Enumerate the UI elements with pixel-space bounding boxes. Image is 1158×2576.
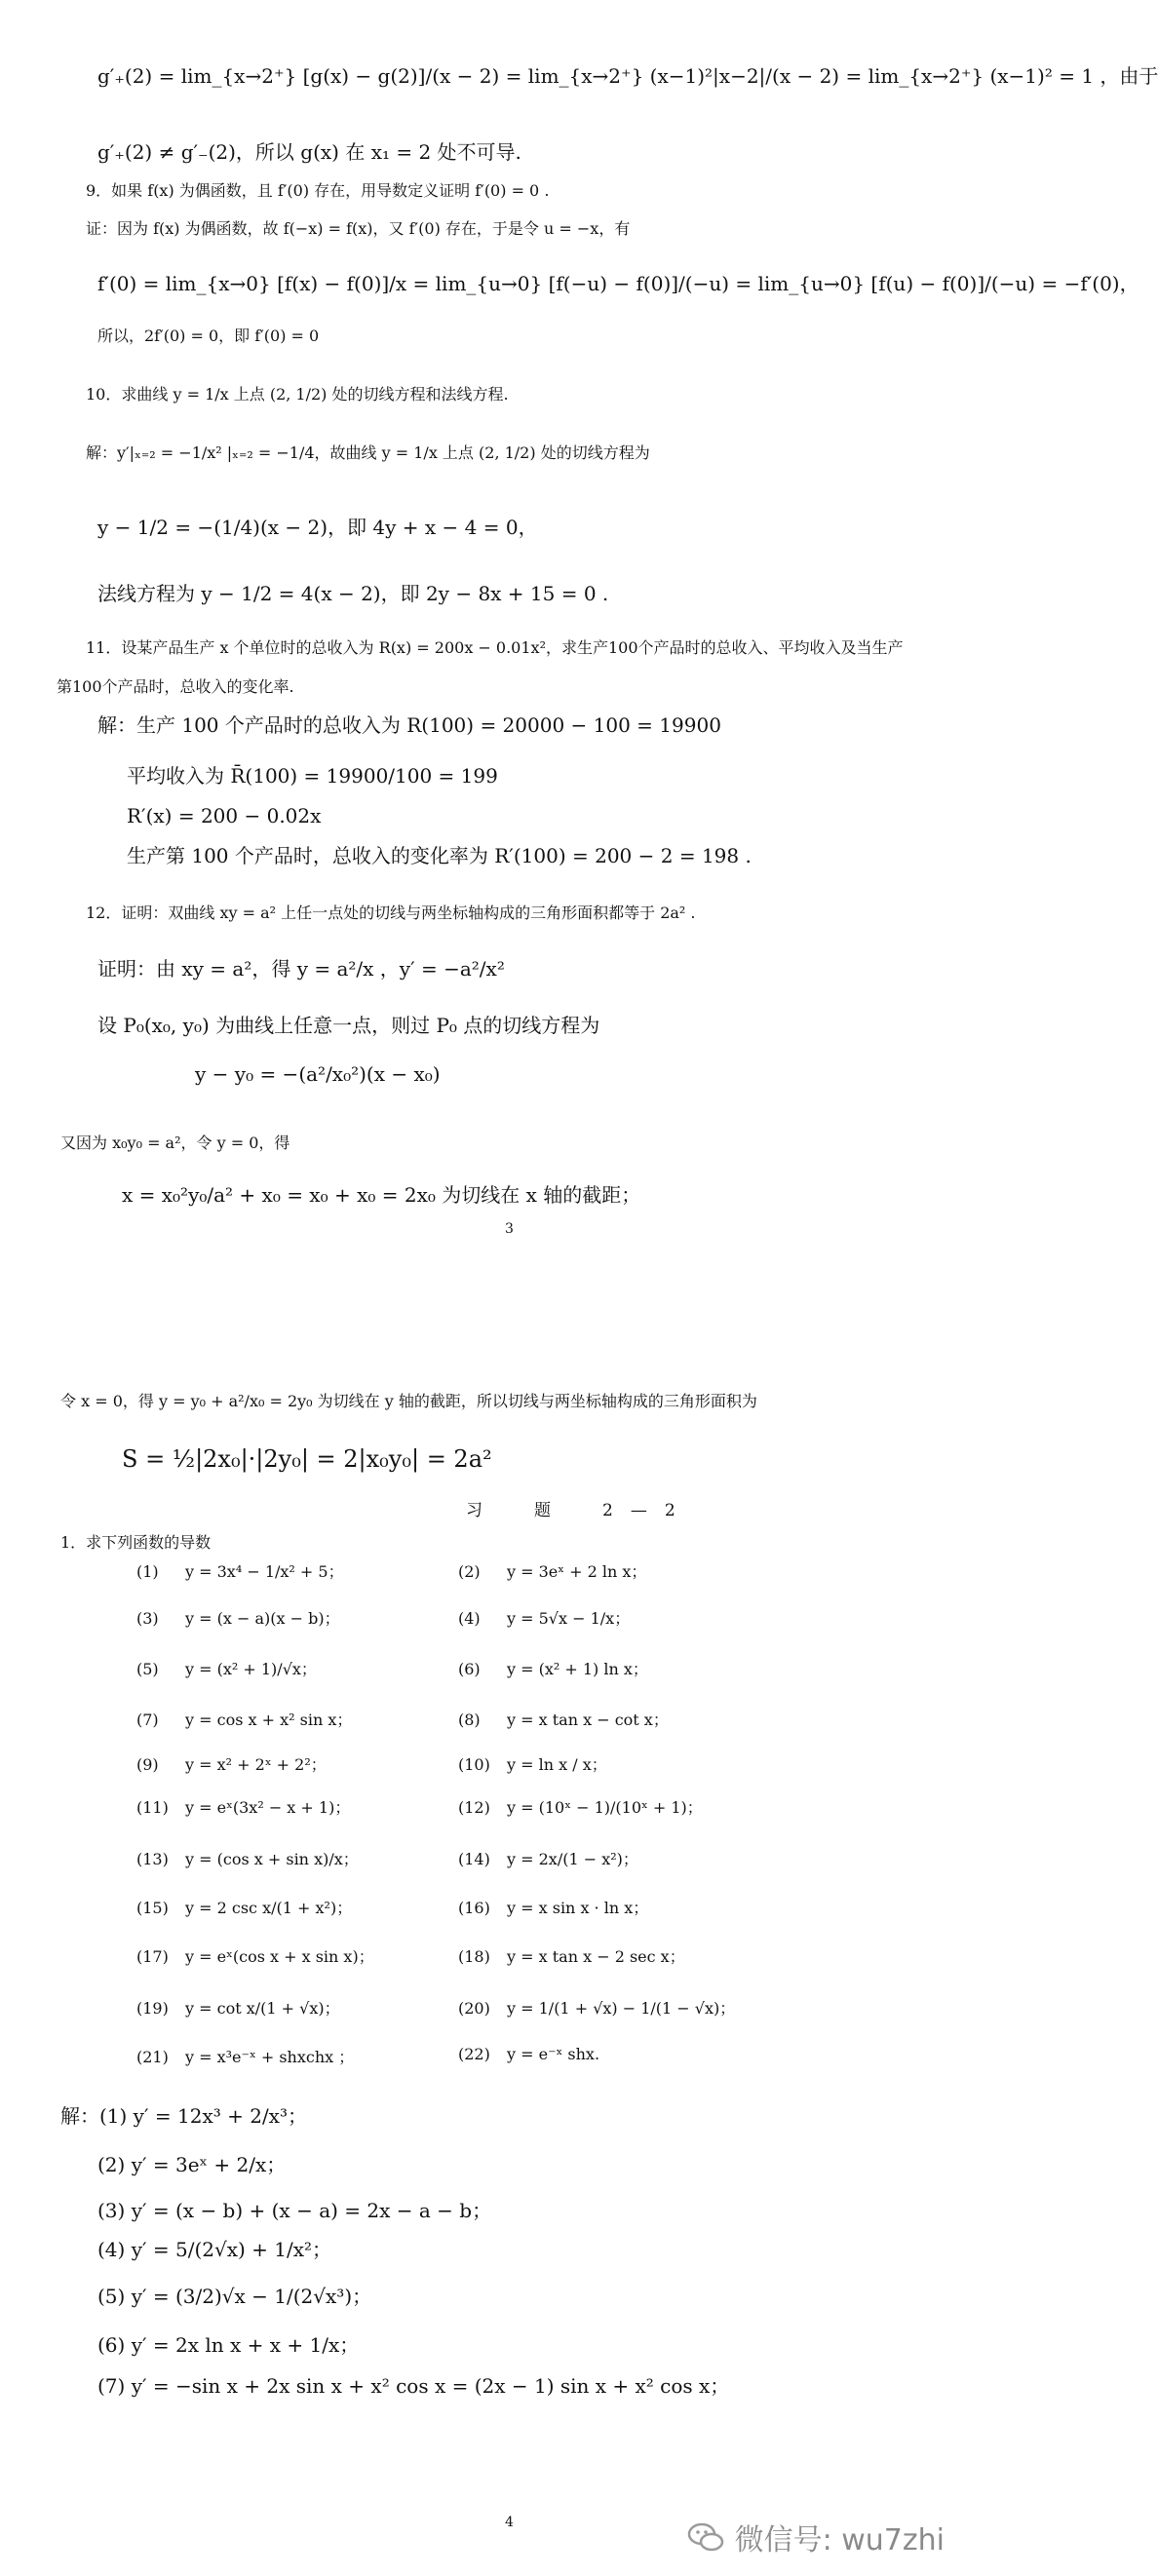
answer-line: (6) y′ = 2x ln x + x + 1/x； <box>97 2333 360 2357</box>
exercise-item-formula: y = (x² + 1) ln x； <box>507 1660 648 1678</box>
exercise-item-number: (1) <box>136 1562 159 1581</box>
exercise-item <box>458 1559 646 1582</box>
wechat-watermark <box>686 2516 945 2558</box>
exercise-item-formula: y = 3x⁴ − 1/x² + 5； <box>185 1562 344 1581</box>
exercise-item <box>136 1657 317 1679</box>
exercise-item <box>458 1996 735 2019</box>
exercise-item <box>458 1752 607 1775</box>
watermark-text: 微信号: wu7zhi <box>734 2523 945 2557</box>
nondifferentiable-conclusion: g′₊(2) ≠ g′₋(2)，所以 g(x) 在 x₁ = 2 处不可导. <box>97 140 521 164</box>
tangent-line-equation: y − 1/2 = −(1/4)(x − 2)，即 4y + x − 4 = 0， <box>97 516 538 539</box>
exercise-item-formula: y = (x − a)(x − b)； <box>185 1609 340 1628</box>
tangent-equation-general: y − y₀ = −(a²/x₀²)(x − x₀) <box>195 1062 441 1086</box>
exercise-item <box>458 1847 638 1869</box>
exercise-item-formula: y = x tan x − cot x； <box>507 1711 669 1729</box>
problem-9-statement: 9．如果 f(x) 为偶函数，且 f′(0) 存在，用导数定义证明 f′(0) = 0 . <box>86 181 550 200</box>
exercise-item-number: (13) <box>136 1850 169 1868</box>
exercise-item <box>136 1944 374 1967</box>
exercise-item-formula: y = (cos x + sin x)/x； <box>185 1850 359 1868</box>
problem-10-solution-intro: 解：y′|ₓ₌₂ = −1/x² |ₓ₌₂ = −1/4，故曲线 y = 1/x 上点 (2, 1/2) 处的切线方程为 <box>86 443 650 462</box>
exercise-item-formula: y = eˣ(3x² − x + 1)； <box>185 1798 351 1817</box>
exercise-item-formula: y = 2x/(1 − x²)； <box>507 1850 638 1868</box>
exercise-item <box>458 1944 685 1967</box>
exercise-item-formula: y = cot x/(1 + √x)； <box>185 1999 340 2018</box>
exercise-item <box>136 1559 344 1582</box>
answer-line: (5) y′ = (3/2)√x − 1/(2√x³)； <box>97 2285 372 2308</box>
total-revenue: 解：生产 100 个产品时的总收入为 R(100) = 20000 − 100 = 19900 <box>97 713 721 737</box>
problem-9-limit-chain: f′(0) = lim_{x→0} [f(x) − f(0)]/x = lim_{u→0} [f(−u) − f(0)]/(−u) = lim_{u→0} [f(u) − f(0)]/(−u) = −f′(0)， <box>97 272 1139 295</box>
exercise-item-formula: y = x tan x − 2 sec x； <box>507 1947 685 1966</box>
tangent-point-setup: 设 P₀(x₀, y₀) 为曲线上任意一点，则过 P₀ 点的切线方程为 <box>97 1014 600 1037</box>
x-intercept-result: x = x₀²y₀/a² + x₀ = x₀ + x₀ = 2x₀ 为切线在 x 轴的截距； <box>122 1183 641 1207</box>
answer-line: (7) y′ = −sin x + 2x sin x + x² cos x = (2x − 1) sin x + x² cos x； <box>97 2374 730 2398</box>
exercise-item-formula: y = x³e⁻ˣ + shxchx ； <box>185 2048 355 2066</box>
page-number-3: 3 <box>505 1221 514 1237</box>
exercise-item <box>136 1896 352 1918</box>
x-intercept-setup: 又因为 x₀y₀ = a²，令 y = 0，得 <box>60 1134 290 1152</box>
exercise-item-number: (4) <box>458 1609 481 1628</box>
exercise-item <box>136 1752 327 1775</box>
exercise-question: 1．求下列函数的导数 <box>60 1533 212 1552</box>
marginal-revenue-function: R′(x) = 200 − 0.02x <box>127 804 322 827</box>
problem-11-statement-cont: 第100个产品时，总收入的变化率. <box>57 677 294 696</box>
exercise-item-number: (20) <box>458 1999 490 2018</box>
exercise-item <box>136 2045 354 2067</box>
problem-9-conclusion: 所以，2f′(0) = 0，即 f′(0) = 0 <box>97 327 320 345</box>
exercise-item-formula: y = (10ˣ − 1)/(10ˣ + 1)； <box>507 1798 703 1817</box>
problem-11-statement: 11．设某产品生产 x 个单位时的总收入为 R(x) = 200x − 0.01x²，求生产100个产品时的总收入、平均收入及当生产 <box>86 638 904 657</box>
exercise-title: 习 题 2—2 <box>466 1501 693 1520</box>
exercise-item <box>136 1606 340 1629</box>
exercise-item-formula: y = x² + 2ˣ + 2²； <box>185 1755 327 1774</box>
exercise-item-formula: y = 3eˣ + 2 ln x； <box>507 1562 647 1581</box>
exercise-item <box>136 1795 350 1818</box>
answer-line: (3) y′ = (x − b) + (x − a) = 2x − a − b； <box>97 2199 492 2222</box>
exercise-item <box>458 1795 703 1818</box>
exercise-item-number: (22) <box>458 2045 490 2063</box>
exercise-item-formula: y = 5√x − 1/x； <box>507 1609 631 1628</box>
exercise-item-number: (2) <box>458 1562 481 1581</box>
exercise-item-number: (14) <box>458 1850 490 1868</box>
problem-10-statement: 10．求曲线 y = 1/x 上点 (2, 1/2) 处的切线方程和法线方程. <box>86 385 509 404</box>
average-revenue: 平均收入为 R̄(100) = 19900/100 = 199 <box>127 764 498 788</box>
exercise-item <box>458 1606 630 1629</box>
exercise-item-number: (19) <box>136 1999 169 2018</box>
exercise-item-number: (3) <box>136 1609 159 1628</box>
answer-line: (4) y′ = 5/(2√x) + 1/x²； <box>97 2238 332 2261</box>
derivative-limit-line: g′₊(2) = lim_{x→2⁺} [g(x) − g(2)]/(x − 2) = lim_{x→2⁺} (x−1)²|x−2|/(x − 2) = lim_{x→2⁺} (x−1)² = 1 ，由于 <box>97 64 1158 88</box>
exercise-item-number: (12) <box>458 1798 490 1817</box>
exercise-item-number: (9) <box>136 1755 159 1774</box>
wechat-icon <box>686 2518 725 2557</box>
exercise-item-number: (15) <box>136 1899 169 1917</box>
exercise-item <box>136 1708 352 1730</box>
exercise-item <box>136 1847 359 1869</box>
answer-line: 解：(1) y′ = 12x³ + 2/x³； <box>60 2104 307 2128</box>
exercise-item-number: (10) <box>458 1755 490 1774</box>
exercise-item-formula: y = 2 csc x/(1 + x²)； <box>185 1899 353 1917</box>
exercise-item-number: (7) <box>136 1711 159 1729</box>
exercise-item-number: (6) <box>458 1660 481 1678</box>
exercise-item <box>458 1708 669 1730</box>
y-intercept-line: 令 x = 0，得 y = y₀ + a²/x₀ = 2y₀ 为切线在 y 轴的截距，所以切线与两坐标轴构成的三角形面积为 <box>60 1392 757 1410</box>
problem-12-derivative: 证明：由 xy = a²，得 y = a²/x ，y′ = −a²/x² <box>97 957 505 980</box>
exercise-item-formula: y = eˣ(cos x + x sin x)； <box>185 1947 374 1966</box>
problem-12-statement: 12．证明：双曲线 xy = a² 上任一点处的切线与两坐标轴构成的三角形面积都等于 2a² . <box>86 904 696 922</box>
exercise-item-number: (17) <box>136 1947 169 1966</box>
normal-line-equation: 法线方程为 y − 1/2 = 4(x − 2)，即 2y − 8x + 15 = 0 . <box>97 582 609 605</box>
problem-9-proof-intro: 证：因为 f(x) 为偶函数，故 f(−x) = f(x)，又 f′(0) 存在，于是令 u = −x，有 <box>86 219 631 238</box>
triangle-area-result: S = ½|2x₀|·|2y₀| = 2|x₀y₀| = 2a² <box>122 1445 492 1473</box>
exercise-item-formula: y = (x² + 1)/√x； <box>185 1660 317 1678</box>
exercise-item-formula: y = x sin x · ln x； <box>507 1899 649 1917</box>
exercise-item-number: (21) <box>136 2048 169 2066</box>
exercise-item-number: (18) <box>458 1947 490 1966</box>
page-number-4: 4 <box>505 2515 514 2530</box>
answer-line: (2) y′ = 3eˣ + 2/x； <box>97 2153 287 2176</box>
exercise-item-formula: y = e⁻ˣ shx. <box>507 2045 600 2063</box>
exercise-item-number: (11) <box>136 1798 169 1817</box>
exercise-item-number: (16) <box>458 1899 490 1917</box>
exercise-item <box>458 1896 648 1918</box>
exercise-item <box>136 1996 340 2019</box>
exercise-item-number: (8) <box>458 1711 481 1729</box>
exercise-item <box>458 2045 599 2063</box>
exercise-item-formula: y = cos x + x² sin x； <box>185 1711 353 1729</box>
marginal-revenue-at-100: 生产第 100 个产品时，总收入的变化率为 R′(100) = 200 − 2 = 198 . <box>127 844 752 867</box>
exercise-item-number: (5) <box>136 1660 159 1678</box>
exercise-item <box>458 1657 648 1679</box>
exercise-item-formula: y = ln x / x； <box>507 1755 607 1774</box>
exercise-item-formula: y = 1/(1 + √x) − 1/(1 − √x)； <box>507 1999 736 2018</box>
